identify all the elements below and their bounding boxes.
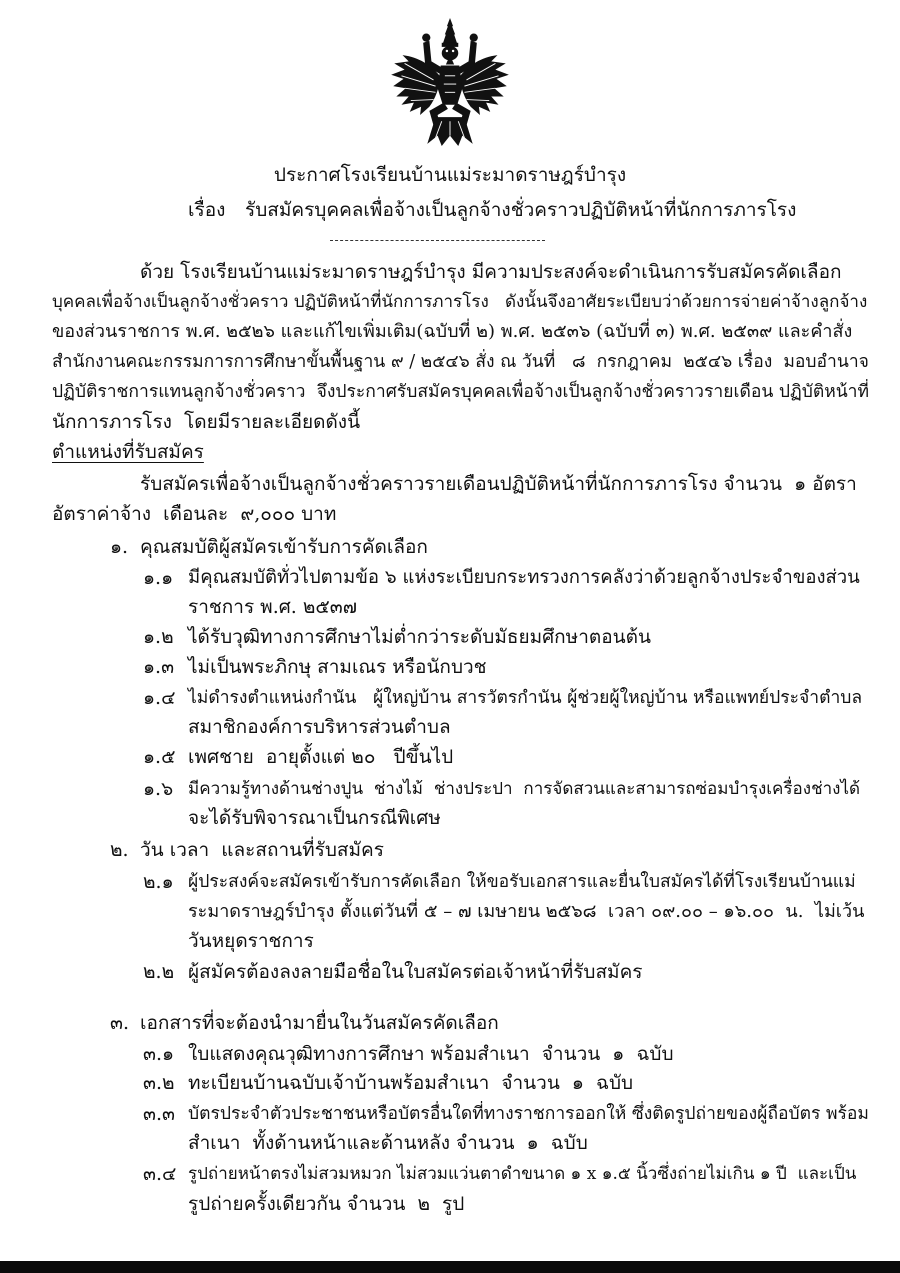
position-line: รับสมัครเพื่อจ้างเป็นลูกจ้างชั่วคราวรายเดือนปฏิบัติหน้าที่นักการภารโรง จำนวน ๑ อัตรา <box>140 473 857 495</box>
wage-line: อัตราค่าจ้าง เดือนละ ๙,๐๐๐ บาท <box>52 503 337 525</box>
garuda-emblem-icon <box>388 18 512 146</box>
intro-line: ปฏิบัติราชการแทนลูกจ้างชั่วคราว จึงประกาศรับสมัครบุคคลเพื่อจ้างเป็นลูกจ้างชั่วคราวรายเดือน ปฏิบัติหน้าที่ <box>52 382 870 402</box>
item-number: ๑.๕ <box>143 746 176 768</box>
section-number: ๒. <box>110 839 129 861</box>
position-heading: ตำแหน่งที่รับสมัคร <box>52 441 204 463</box>
item-number: ๓.๑ <box>143 1043 175 1065</box>
intro-line: นักการภารโรง โดยมีรายละเอียดดังนี้ <box>52 411 361 433</box>
item-line: จะได้รับพิจารณาเป็นกรณีพิเศษ <box>188 807 441 829</box>
item-line: ใบแสดงคุณวุฒิทางการศึกษา พร้อมสำเนา จำนวน ๑ ฉบับ <box>188 1043 674 1065</box>
section-heading: วัน เวลา และสถานที่รับสมัคร <box>140 839 384 861</box>
item-number: ๓.๓ <box>143 1103 176 1125</box>
item-line: ไม่ดำรงตำแหน่งกำนัน ผู้ใหญ่บ้าน สารวัตรกำนัน ผู้ช่วยผู้ใหญ่บ้าน หรือแพทย์ประจำตำบล <box>188 688 863 708</box>
item-line: มีคุณสมบัติทั่วไปตามข้อ ๖ แห่งระเบียบกระทรวงการคลังว่าด้วยลูกจ้างประจำของส่วน <box>188 567 860 588</box>
item-number: ๑.๓ <box>143 656 175 678</box>
item-line: มีความรู้ทางด้านช่างปูน ช่างไม้ ช่างประปา การจัดสวนและสามารถซ่อมบำรุงเครื่องช่างได้ <box>188 779 861 799</box>
item-line: วันหยุดราชการ <box>188 930 314 952</box>
item-line: ระมาดราษฎร์บำรุง ตั้งแต่วันที่ ๕ – ๗ เมษายน ๒๕๖๘ เวลา ๐๙.๐๐ – ๑๖.๐๐ น. ไม่เว้น <box>188 901 865 922</box>
intro-line: สำนักงานคณะกรรมการการศึกษาขั้นพื้นฐาน ๙ / ๒๕๔๖ สั่ง ณ วันที่ ๘ กรกฎาคม ๒๕๔๖ เรื่อง มอบอำนาจ <box>52 352 869 372</box>
subject-text: รับสมัครบุคคลเพื่อจ้างเป็นลูกจ้างชั่วคราวปฏิบัติหน้าที่นักการภารโรง <box>245 199 797 221</box>
section-number: ๓. <box>110 1012 130 1034</box>
item-number: ๑.๒ <box>143 626 174 648</box>
item-number: ๓.๒ <box>143 1072 175 1094</box>
section-number: ๑. <box>110 536 129 558</box>
item-line: ทะเบียนบ้านฉบับเจ้าบ้านพร้อมสำเนา จำนวน ๑ ฉบับ <box>188 1072 634 1094</box>
item-line: รูปถ่ายครั้งเดียวกัน จำนวน ๒ รูป <box>188 1193 465 1215</box>
intro-line: ด้วย โรงเรียนบ้านแม่ระมาดราษฎร์บำรุง มีความประสงค์จะดำเนินการรับสมัครคัดเลือก <box>140 261 842 283</box>
bottom-edge-bar <box>0 1261 900 1273</box>
item-line: สมาชิกองค์การบริหารส่วนตำบล <box>188 716 451 738</box>
item-number: ๒.๑ <box>143 871 174 893</box>
item-line: รูปถ่ายหน้าตรงไม่สวมหมวก ไม่สวมแว่นตาดำขนาด ๑ x ๑.๕ นิ้วซึ่งถ่ายไม่เกิน ๑ ปี และเป็น <box>188 1164 857 1184</box>
item-line: ผู้สมัครต้องลงลายมือชื่อในใบสมัครต่อเจ้าหน้าที่รับสมัคร <box>188 961 643 983</box>
item-line: ราชการ พ.ศ. ๒๕๓๗ <box>188 596 358 618</box>
section-heading: คุณสมบัติผู้สมัครเข้ารับการคัดเลือก <box>140 536 428 558</box>
item-line: ผู้ประสงค์จะสมัครเข้ารับการคัดเลือก ให้ขอรับเอกสารและยื่นใบสมัครได้ที่โรงเรียนบ้านแม่ <box>188 872 856 892</box>
item-number: ๑.๔ <box>143 687 176 709</box>
item-line: บัตรประจำตัวประชาชนหรือบัตรอื่นใดที่ทางราชการออกให้ ซึ่งติดรูปถ่ายของผู้ถือบัตร พร้อม <box>188 1104 869 1124</box>
title-divider <box>330 240 545 241</box>
item-line: ไม่เป็นพระภิกษุ สามเณร หรือนักบวช <box>188 656 487 678</box>
item-number: ๓.๔ <box>143 1163 177 1185</box>
item-number: ๑.๖ <box>143 778 174 800</box>
item-line: เพศชาย อายุตั้งแต่ ๒๐ ปีขึ้นไป <box>188 746 454 768</box>
section-heading: เอกสารที่จะต้องนำมายื่นในวันสมัครคัดเลือก <box>140 1012 499 1034</box>
subject-label: เรื่อง <box>188 199 226 221</box>
item-line: ได้รับวุฒิทางการศึกษาไม่ต่ำกว่าระดับมัธยมศึกษาตอนต้น <box>188 626 651 648</box>
intro-line: บุคคลเพื่อจ้างเป็นลูกจ้างชั่วคราว ปฏิบัติหน้าที่นักการภารโรง ดังนั้นจึงอาศัยระเบียบว่าด้วยการจ่ายค่าจ้างลูกจ้าง <box>52 292 868 312</box>
item-number: ๒.๒ <box>143 961 175 983</box>
page-title: ประกาศโรงเรียนบ้านแม่ระมาดราษฎร์บำรุง <box>273 164 627 186</box>
item-line: สำเนา ทั้งด้านหน้าและด้านหลัง จำนวน ๑ ฉบับ <box>188 1132 588 1154</box>
item-number: ๑.๑ <box>143 567 174 589</box>
intro-line: ของส่วนราชการ พ.ศ. ๒๕๒๖ และแก้ไขเพิ่มเติม(ฉบับที่ ๒) พ.ศ. ๒๕๓๖ (ฉบับที่ ๓) พ.ศ. ๒๕๓๙ และคำสั่ง <box>52 321 853 342</box>
